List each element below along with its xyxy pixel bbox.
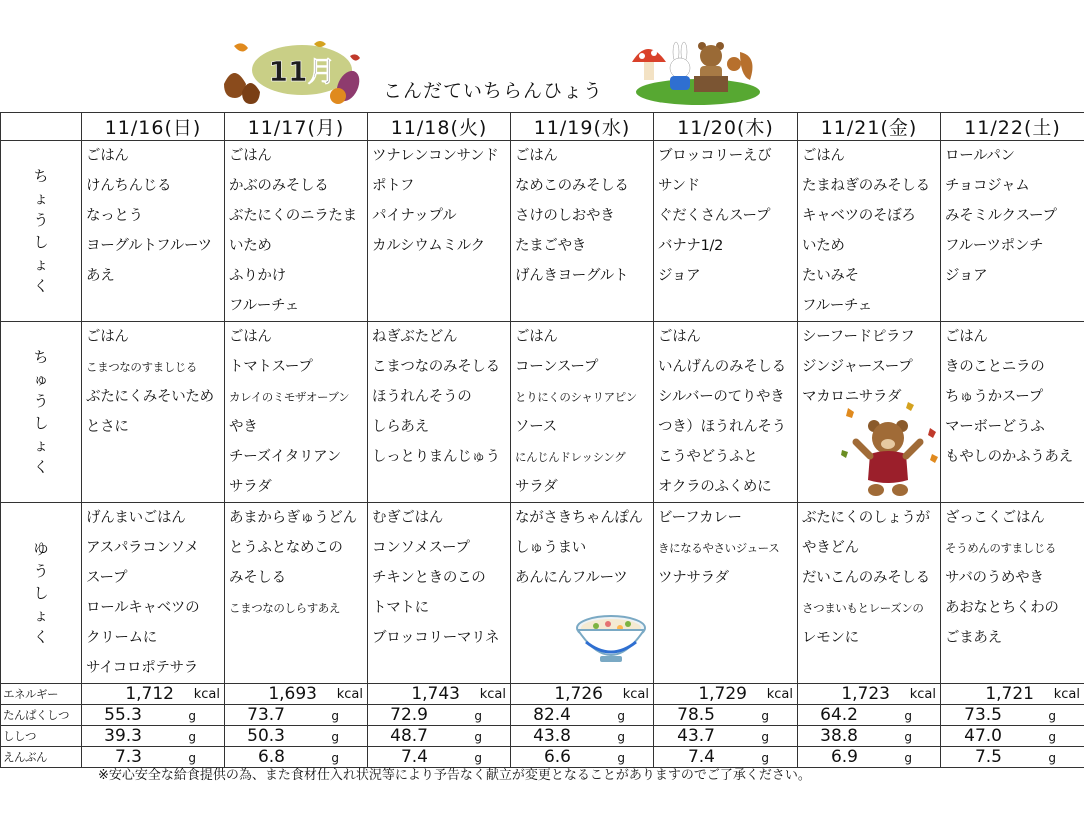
protein-unit: g bbox=[474, 709, 482, 723]
breakfast-menu-cell bbox=[798, 141, 941, 322]
menu-item: ロールパン bbox=[945, 148, 1015, 164]
energy-value-cell bbox=[368, 684, 511, 705]
energy-value-cell bbox=[511, 684, 654, 705]
menu-item: やきどん bbox=[802, 540, 859, 556]
protein-value-cell bbox=[941, 705, 1084, 726]
salt-value: 7.5 bbox=[974, 747, 1002, 767]
menu-item: サラダ bbox=[515, 479, 558, 495]
menu-item: きのことニラの bbox=[945, 359, 1045, 375]
menu-item: チキンときのこの bbox=[372, 570, 486, 586]
menu-item: ソース bbox=[515, 419, 557, 435]
fat-value-cell bbox=[225, 726, 368, 747]
salt-unit: g bbox=[331, 751, 339, 765]
salt-value: 6.9 bbox=[830, 747, 858, 767]
salt-unit: g bbox=[474, 751, 482, 765]
dancing-bear-illustration bbox=[838, 398, 942, 504]
maple-leaf-icon bbox=[350, 54, 360, 60]
energy-value: 1,693 bbox=[268, 684, 317, 704]
autumn-month-badge-illustration bbox=[218, 38, 368, 106]
protein-value: 82.4 bbox=[533, 705, 571, 725]
persimmon-icon bbox=[330, 88, 346, 104]
menu-item: なっとう bbox=[86, 208, 143, 224]
menu-item: コンソメスープ bbox=[372, 540, 470, 556]
falling-leaf-icon bbox=[906, 402, 914, 411]
dinner-menu-cell bbox=[798, 503, 941, 684]
falling-leaf-icon bbox=[846, 408, 854, 418]
menu-item: あまからぎゅうどん bbox=[229, 510, 357, 526]
salt-unit: g bbox=[188, 751, 196, 765]
protein-unit: g bbox=[761, 709, 769, 723]
menu-item: サバのうめやき bbox=[945, 570, 1044, 586]
fat-value-cell bbox=[654, 726, 798, 747]
lunch-menu-cell bbox=[511, 322, 654, 503]
breakfast-menu-cell bbox=[368, 141, 511, 322]
protein-value: 73.5 bbox=[964, 705, 1002, 725]
menu-item: サンド bbox=[658, 178, 700, 194]
menu-item: けんちんじる bbox=[86, 178, 172, 194]
breakfast-label: ちょうしょく bbox=[33, 167, 49, 295]
menu-item: ごはん bbox=[658, 329, 701, 345]
protein-unit: g bbox=[904, 709, 912, 723]
menu-item: こまつなのすましじる bbox=[86, 360, 197, 374]
menu-item: マーボーどうふ bbox=[945, 419, 1045, 435]
menu-item: もやしのかふうあえ bbox=[945, 449, 1073, 465]
menu-item: ざっこくごはん bbox=[945, 510, 1045, 526]
dinner-label: ゆうしょく bbox=[33, 540, 49, 646]
energy-unit: kcal bbox=[622, 687, 649, 702]
fat-label: ししつ bbox=[1, 726, 82, 747]
energy-value: 1,726 bbox=[554, 684, 603, 704]
day-header: 11/19(水) bbox=[511, 113, 654, 141]
menu-item: ごはん bbox=[802, 148, 845, 164]
protein-value-cell bbox=[511, 705, 654, 726]
dinner-menu-cell bbox=[941, 503, 1084, 684]
day-header: 11/20(木) bbox=[654, 113, 798, 141]
lunch-menu-cell bbox=[225, 322, 368, 503]
menu-item: ほうれんそうの bbox=[372, 389, 472, 405]
salt-value: 6.6 bbox=[543, 747, 571, 767]
salt-value-cell bbox=[941, 747, 1084, 768]
menu-item: しっとりまんじゅう bbox=[372, 449, 500, 465]
menu-item: やき bbox=[229, 419, 258, 435]
menu-item: さけのしおやき bbox=[515, 208, 615, 224]
energy-value-cell bbox=[941, 684, 1084, 705]
fat-value: 48.7 bbox=[390, 726, 428, 746]
protein-value-cell bbox=[82, 705, 225, 726]
fat-unit: g bbox=[474, 730, 482, 744]
page-header bbox=[0, 0, 1084, 110]
menu-item: ねぎぶたどん bbox=[372, 329, 458, 345]
menu-item: ジョア bbox=[945, 268, 988, 284]
energy-unit: kcal bbox=[1053, 687, 1080, 702]
menu-item: コーンスープ bbox=[515, 359, 599, 375]
menu-item: こまつなのみそしる bbox=[372, 359, 500, 375]
fat-value-cell bbox=[941, 726, 1084, 747]
menu-item: ブロッコリーえび bbox=[658, 148, 772, 164]
menu-item: ふりかけ bbox=[229, 268, 286, 284]
fat-value-cell bbox=[368, 726, 511, 747]
menu-item: つき）ほうれんそう bbox=[658, 419, 786, 435]
menu-item: マカロニサラダ bbox=[802, 389, 902, 405]
menu-item: ロールキャベツの bbox=[86, 600, 200, 616]
energy-row bbox=[1, 684, 1084, 705]
menu-item: しゅうまい bbox=[515, 540, 586, 556]
breakfast-menu-cell bbox=[82, 141, 225, 322]
menu-item: ぐだくさんスープ bbox=[658, 208, 771, 224]
menu-item: とりにくのシャリアピン bbox=[515, 390, 637, 404]
champon-bowl-illustration bbox=[574, 612, 648, 668]
menu-item: ポトフ bbox=[372, 178, 415, 194]
dinner-label-cell bbox=[1, 503, 82, 684]
dinner-row bbox=[1, 503, 1084, 684]
dinner-menu-cell bbox=[368, 503, 511, 684]
menu-item: みそミルクスープ bbox=[945, 208, 1057, 224]
salt-value: 7.4 bbox=[687, 747, 715, 767]
menu-item: ごまあえ bbox=[945, 630, 1002, 646]
salt-value: 7.4 bbox=[400, 747, 428, 767]
menu-item: ごはん bbox=[515, 329, 558, 345]
energy-value-cell bbox=[654, 684, 798, 705]
fat-value-cell bbox=[798, 726, 941, 747]
fat-unit: g bbox=[188, 730, 196, 744]
menu-item: たまごやき bbox=[515, 238, 586, 254]
salt-value: 6.8 bbox=[257, 747, 285, 767]
day-header: 11/17(月) bbox=[225, 113, 368, 141]
menu-item: フルーチェ bbox=[229, 298, 299, 314]
menu-item: ぶたにくのニラたま bbox=[229, 208, 357, 224]
fat-value: 43.8 bbox=[533, 726, 571, 746]
fat-unit: g bbox=[617, 730, 625, 744]
menu-item: カレイのミモザオーブン bbox=[229, 390, 350, 404]
menu-item: レモンに bbox=[802, 630, 859, 646]
day-header: 11/18(火) bbox=[368, 113, 511, 141]
dinner-menu-cell bbox=[654, 503, 798, 684]
menu-item: きになるやさいジュース bbox=[658, 541, 780, 555]
dinner-menu-cell bbox=[225, 503, 368, 684]
menu-item: オクラのふくめに bbox=[658, 479, 772, 495]
stump-table bbox=[694, 76, 728, 92]
menu-item: ながさきちゃんぽん bbox=[515, 510, 643, 526]
salt-unit: g bbox=[617, 751, 625, 765]
menu-item: ごはん bbox=[945, 329, 988, 345]
menu-item: ジョア bbox=[658, 268, 701, 284]
disclaimer-footnote: ※安心安全な給食提供の為、また食材仕入れ状況等により予告なく献立が変更となることがありますのでご了承ください。 bbox=[98, 768, 811, 783]
menu-item: ビーフカレー bbox=[658, 510, 742, 526]
menu-item: こまつなのしらすあえ bbox=[229, 601, 340, 615]
corner-cell bbox=[1, 113, 82, 141]
fat-value-cell bbox=[82, 726, 225, 747]
menu-item: キャベツのそぼろ bbox=[802, 208, 916, 224]
menu-item: いため bbox=[229, 238, 272, 254]
energy-value-cell bbox=[798, 684, 941, 705]
falling-leaf-icon bbox=[841, 450, 848, 458]
fat-value: 50.3 bbox=[247, 726, 285, 746]
salt-label: えんぶん bbox=[1, 747, 82, 768]
menu-item: サイコロポテサラ bbox=[86, 660, 199, 676]
fat-row bbox=[1, 726, 1084, 747]
page-title: こんだていちらんひょう bbox=[383, 80, 604, 102]
energy-value-cell bbox=[225, 684, 368, 705]
menu-item: そうめんのすましじる bbox=[945, 541, 1056, 555]
menu-item: スープ bbox=[86, 570, 128, 586]
fat-unit: g bbox=[904, 730, 912, 744]
energy-label: エネルギー bbox=[1, 684, 82, 705]
protein-value: 64.2 bbox=[820, 705, 858, 725]
menu-item: ヨーグルトフルーツ bbox=[86, 238, 212, 254]
menu-item: とさに bbox=[86, 419, 129, 435]
month-badge-text: 11月 bbox=[268, 55, 336, 88]
energy-value: 1,743 bbox=[411, 684, 460, 704]
protein-value-cell bbox=[798, 705, 941, 726]
lunch-menu-cell bbox=[941, 322, 1084, 503]
menu-item: ごはん bbox=[229, 148, 272, 164]
breakfast-menu-cell bbox=[511, 141, 654, 322]
menu-item: フルーツポンチ bbox=[945, 238, 1044, 254]
menu-item: フルーチェ bbox=[802, 298, 872, 314]
menu-item: いんげんのみそしる bbox=[658, 359, 786, 375]
menu-item: だいこんのみそしる bbox=[802, 570, 930, 586]
menu-item: ぶたにくみそいため bbox=[86, 389, 214, 405]
menu-item: あんにんフルーツ bbox=[515, 570, 628, 586]
menu-item: バナナ1/2 bbox=[658, 238, 724, 254]
menu-item: トマトに bbox=[372, 600, 429, 616]
energy-value: 1,723 bbox=[841, 684, 890, 704]
protein-row bbox=[1, 705, 1084, 726]
breakfast-menu-cell bbox=[225, 141, 368, 322]
day-header: 11/16(日) bbox=[82, 113, 225, 141]
bear-shirt bbox=[868, 451, 908, 483]
date-header-row bbox=[1, 113, 1084, 141]
dinner-menu-cell bbox=[82, 503, 225, 684]
menu-item: シルバーのてりやき bbox=[658, 389, 785, 405]
fat-value: 38.8 bbox=[820, 726, 858, 746]
breakfast-label-cell bbox=[1, 141, 82, 322]
mushroom-icon bbox=[632, 49, 666, 62]
salt-unit: g bbox=[761, 751, 769, 765]
menu-item: ジンジャースープ bbox=[802, 359, 913, 375]
menu-item: とうふとなめこの bbox=[229, 540, 343, 556]
menu-item: ブロッコリーマリネ bbox=[372, 630, 500, 646]
menu-item: むぎごはん bbox=[372, 510, 443, 526]
protein-value: 73.7 bbox=[247, 705, 285, 725]
day-header: 11/21(金) bbox=[798, 113, 941, 141]
menu-item: しらあえ bbox=[372, 419, 429, 435]
menu-item: ぶたにくのしょうが bbox=[802, 510, 930, 526]
fat-value: 43.7 bbox=[677, 726, 715, 746]
fat-value: 47.0 bbox=[964, 726, 1002, 746]
menu-item: たまねぎのみそしる bbox=[802, 178, 930, 194]
menu-item: サラダ bbox=[229, 479, 272, 495]
menu-item: こうやどうふと bbox=[658, 449, 758, 465]
fat-value-cell bbox=[511, 726, 654, 747]
lunch-label: ちゅうしょく bbox=[33, 348, 49, 476]
bear-face bbox=[872, 422, 904, 454]
menu-item: にんじんドレッシング bbox=[515, 450, 626, 464]
menu-item: ごはん bbox=[86, 329, 129, 345]
energy-value: 1,712 bbox=[125, 684, 174, 704]
menu-item: みそしる bbox=[229, 570, 286, 586]
menu-item: ごはん bbox=[86, 148, 129, 164]
energy-unit: kcal bbox=[909, 687, 936, 702]
menu-item: げんきヨーグルト bbox=[515, 268, 629, 284]
menu-item: チーズイタリアン bbox=[229, 449, 342, 465]
protein-unit: g bbox=[1048, 709, 1056, 723]
menu-item: いため bbox=[802, 238, 845, 254]
salt-unit: g bbox=[1048, 751, 1056, 765]
lunch-menu-cell bbox=[654, 322, 798, 503]
menu-item: あおなとちくわの bbox=[945, 600, 1059, 616]
menu-item: かぶのみそしる bbox=[229, 178, 329, 194]
fat-unit: g bbox=[1048, 730, 1056, 744]
breakfast-menu-cell bbox=[941, 141, 1084, 322]
fat-unit: g bbox=[331, 730, 339, 744]
protein-value: 78.5 bbox=[677, 705, 715, 725]
protein-value-cell bbox=[225, 705, 368, 726]
menu-item: ツナサラダ bbox=[658, 570, 729, 586]
protein-unit: g bbox=[331, 709, 339, 723]
menu-item: アスパラコンソメ bbox=[86, 540, 199, 556]
breakfast-row bbox=[1, 141, 1084, 322]
menu-item: たいみそ bbox=[802, 268, 859, 284]
energy-unit: kcal bbox=[193, 687, 220, 702]
menu-item: さつまいもとレーズンの bbox=[802, 601, 924, 615]
salt-unit: g bbox=[904, 751, 912, 765]
menu-item: ごはん bbox=[229, 329, 272, 345]
energy-unit: kcal bbox=[766, 687, 793, 702]
lunch-label-cell bbox=[1, 322, 82, 503]
salt-value: 7.3 bbox=[114, 747, 142, 767]
day-header: 11/22(土) bbox=[941, 113, 1084, 141]
energy-value: 1,729 bbox=[698, 684, 747, 704]
menu-item: トマトスープ bbox=[229, 359, 313, 375]
menu-item: チョコジャム bbox=[945, 178, 1030, 194]
protein-unit: g bbox=[188, 709, 196, 723]
menu-item: シーフードピラフ bbox=[802, 329, 915, 345]
energy-unit: kcal bbox=[479, 687, 506, 702]
protein-unit: g bbox=[617, 709, 625, 723]
menu-item: げんまいごはん bbox=[86, 510, 186, 526]
energy-value-cell bbox=[82, 684, 225, 705]
energy-value: 1,721 bbox=[985, 684, 1034, 704]
menu-item: クリームに bbox=[86, 630, 157, 646]
falling-leaf-icon bbox=[928, 428, 936, 438]
breakfast-menu-cell bbox=[654, 141, 798, 322]
squirrel-icon bbox=[740, 52, 752, 80]
protein-value-cell bbox=[654, 705, 798, 726]
menu-item: なめこのみそしる bbox=[515, 178, 629, 194]
maple-leaf-icon bbox=[234, 43, 248, 51]
menu-item: パイナップル bbox=[372, 208, 457, 224]
menu-item: カルシウムミルク bbox=[372, 238, 485, 254]
menu-item: ちゅうかスープ bbox=[945, 389, 1043, 405]
lunch-menu-cell bbox=[368, 322, 511, 503]
protein-value-cell bbox=[368, 705, 511, 726]
menu-item: ごはん bbox=[515, 148, 558, 164]
fat-value: 39.3 bbox=[104, 726, 142, 746]
falling-leaf-icon bbox=[930, 454, 938, 463]
protein-value: 55.3 bbox=[104, 705, 142, 725]
animals-picnic-illustration bbox=[628, 36, 760, 106]
protein-label: たんぱくしつ bbox=[1, 705, 82, 726]
fat-unit: g bbox=[761, 730, 769, 744]
menu-item: あえ bbox=[86, 268, 115, 284]
menu-item: ツナレンコンサンド bbox=[372, 148, 499, 164]
energy-unit: kcal bbox=[336, 687, 363, 702]
protein-value: 72.9 bbox=[390, 705, 428, 725]
salt-value-cell bbox=[798, 747, 941, 768]
lunch-menu-cell bbox=[82, 322, 225, 503]
